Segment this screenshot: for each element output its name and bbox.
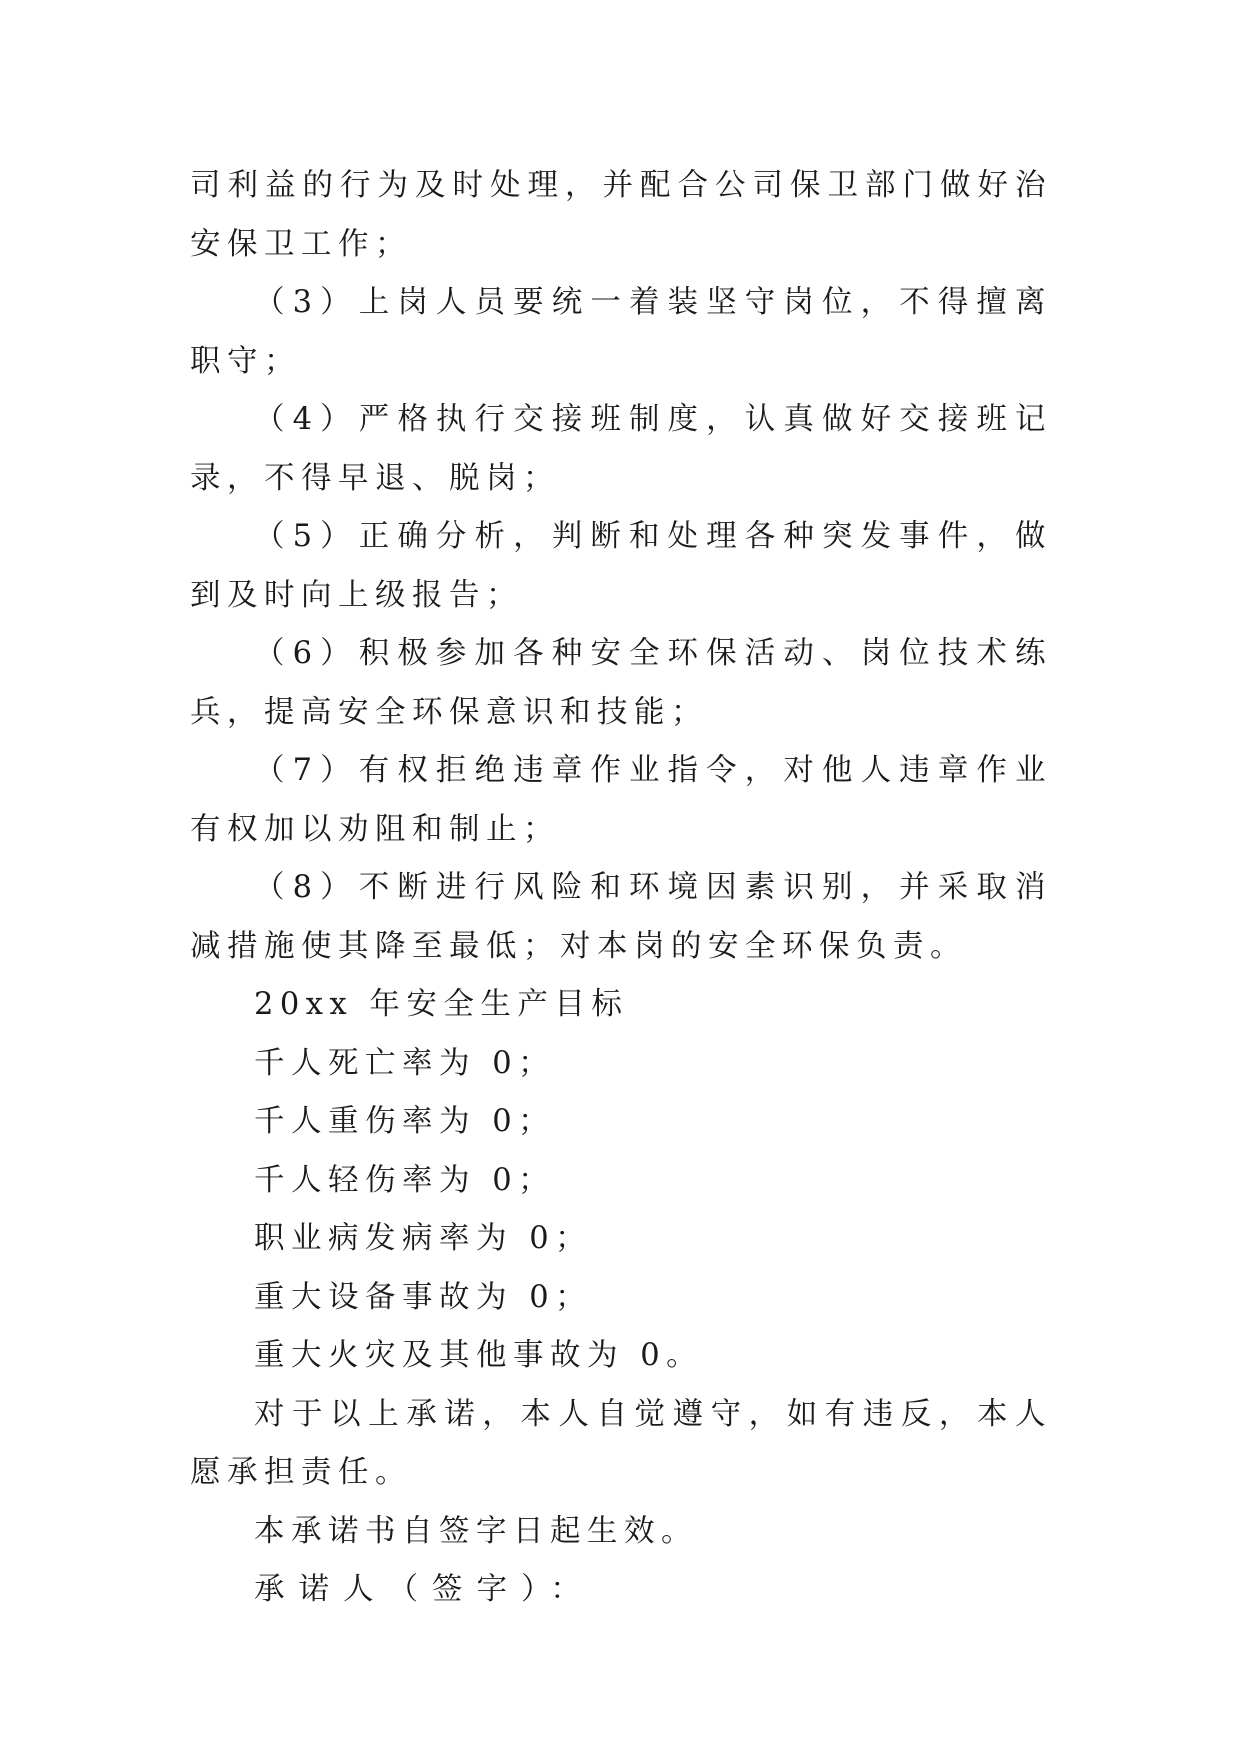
goal-serious-injury-rate: 千人重伤率为 0；: [254, 1104, 556, 1139]
goal-minor-injury-rate: 千人轻伤率为 0；: [254, 1162, 556, 1198]
paragraph-duty-7: （7）有权拒绝违章作业指令，对他人违章作业有权加以劝阻和制止；: [190, 753, 1052, 847]
paragraph-duty-4: （4）严格执行交接班制度，认真做好交接班记录，不得早退、脱岗；: [190, 402, 1052, 496]
goal-fire-accident: 重大火灾及其他事故为 0。: [254, 1338, 704, 1373]
paragraph-duty-5: （5）正确分析，判断和处理各种突发事件，做到及时向上级报告；: [190, 519, 1052, 613]
safety-goals-heading: 20xx 年安全生产目标: [254, 987, 629, 1022]
goal-equipment-accident: 重大设备事故为 0；: [254, 1279, 593, 1315]
paragraph-duty-2-continued: 司利益的行为及时处理，并配合公司保卫部门做好治安保卫工作；: [190, 168, 1052, 262]
goal-occupational-disease-rate: 职业病发病率为 0；: [254, 1221, 593, 1256]
signature-line: 承诺人（签字）：: [254, 1572, 595, 1607]
paragraph-duty-6: （6）积极参加各种安全环保活动、岗位技术练兵，提高安全环保意识和技能；: [190, 636, 1052, 730]
goal-fatality-rate: 千人死亡率为 0；: [254, 1045, 556, 1081]
effective-statement: 本承诺书自签字日起生效。: [254, 1513, 698, 1549]
pledge-statement: 对于以上承诺，本人自觉遵守，如有违反，本人愿承担责任。: [190, 1396, 1052, 1490]
document-body: [190, 157, 1052, 1620]
paragraph-duty-8: （8）不断进行风险和环境因素识别，并采取消减措施使其降至最低；对本岗的安全环保负责。: [190, 870, 1052, 964]
paragraph-duty-3: （3）上岗人员要统一着装坚守岗位，不得擅离职守；: [190, 285, 1052, 379]
